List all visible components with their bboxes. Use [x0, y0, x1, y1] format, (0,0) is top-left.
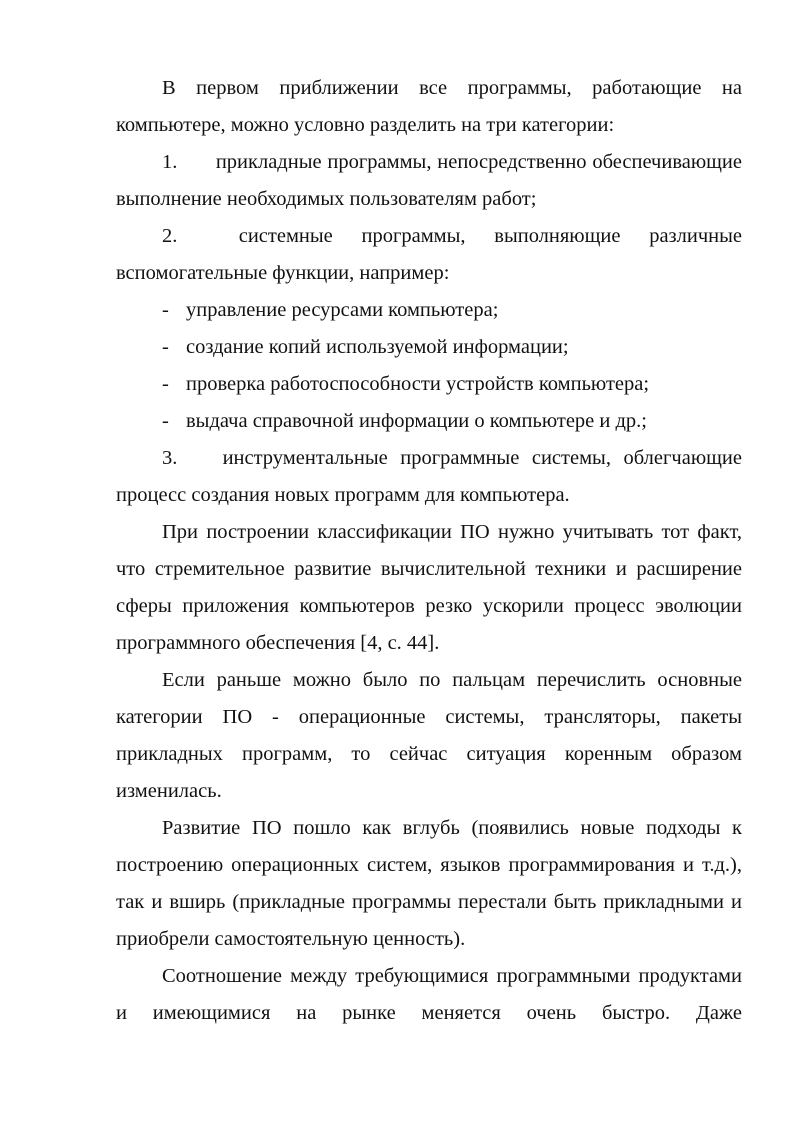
- list-item-1: [116, 144, 742, 218]
- list-item-3: [116, 440, 742, 514]
- sub-item-text: создание копий используемой информации;: [186, 336, 569, 358]
- dash-marker: -: [162, 336, 169, 358]
- dash-marker: -: [162, 299, 169, 321]
- sub-item-text: проверка работоспособности устройств компьютера;: [186, 373, 650, 395]
- paragraph-intro: В первом приближении все программы, работающие на компьютере, можно условно разделить на три категории:: [116, 77, 742, 136]
- paragraph-classification: При построении классификации ПО нужно учитывать тот факт, что стремительное развитие вычислительной техники и расширение сферы приложения компьютеров резко ускорили процесс эволюции программного обеспечения [4, с. 44].: [116, 521, 742, 654]
- list-text-1: прикладные программы, непосредственно обеспечивающие выполнение необходимых пользователям работ;: [116, 151, 743, 210]
- sub-item-2: [116, 329, 742, 366]
- list-text-2: системные программы, выполняющие различные вспомогательные функции, например:: [116, 225, 742, 284]
- list-item-2: [116, 218, 742, 292]
- sub-item-3: [116, 366, 742, 403]
- paragraph-categories: Если раньше можно было по пальцам перечислить основные категории ПО - операционные системы, трансляторы, пакеты прикладных программ, то сейчас ситуация коренным образом изменилась.: [116, 669, 742, 802]
- sub-item-text: управление ресурсами компьютера;: [186, 299, 499, 321]
- sub-item-text: выдача справочной информации о компьютере и др.;: [186, 410, 647, 432]
- dash-marker: -: [162, 410, 169, 432]
- paragraph-development: Развитие ПО пошло как вглубь (появились новые подходы к построению операционных систем, языков программирования и т.д.), так и вширь (прикладные программы перестали быть прикладными и приобрели самостоятельную ценность).: [116, 817, 742, 950]
- paragraph-market: Соотношение между требующимися программными продуктами и имеющимися на рынке меняется очень быстро. Даже: [116, 965, 742, 1024]
- dash-marker: -: [162, 373, 169, 395]
- list-number-2: 2.: [162, 225, 178, 247]
- sub-item-1: [116, 292, 742, 329]
- list-number-1: 1.: [162, 151, 178, 173]
- list-number-3: 3.: [162, 447, 178, 469]
- sub-item-4: [116, 403, 742, 440]
- document-page: [116, 70, 742, 1032]
- list-text-3: инструментальные программные системы, облегчающие процесс создания новых программ для компьютера.: [116, 447, 742, 506]
